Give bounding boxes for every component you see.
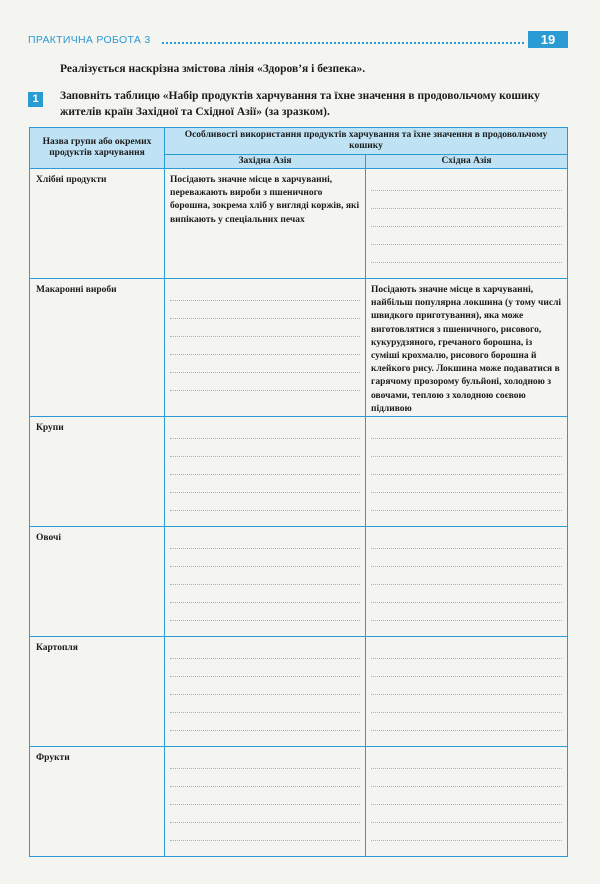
row-label: Крупи — [30, 417, 165, 527]
table-row — [30, 417, 568, 527]
cell-west-blank[interactable] — [165, 279, 366, 417]
cell-west-blank[interactable] — [165, 527, 366, 637]
table-row — [30, 747, 568, 857]
table-row — [30, 637, 568, 747]
header-features: Особливості використання продуктів харчування та їхне значення в продовольчому кошику — [165, 128, 568, 155]
table-row — [30, 169, 568, 279]
header-west-asia: Західна Азія — [165, 155, 366, 169]
row-label: Овочі — [30, 527, 165, 637]
row-label: Макаронні вироби — [30, 279, 165, 417]
header-east-asia: Східна Азія — [366, 155, 568, 169]
cell-east-filled — [366, 279, 568, 417]
cell-west-blank[interactable] — [165, 637, 366, 747]
header-group-column: Назва групи або окремих продуктів харчування — [30, 128, 165, 169]
row-label: Картопля — [30, 637, 165, 747]
row-label: Фрукти — [30, 747, 165, 857]
task-number-badge: 1 — [28, 92, 43, 107]
cell-text: Посідають значне місце в харчуванні, найбільш популярна локшина (у тому числі швидкого приготування), яка може виготовлятися з пшеничного, рисового, кукурудзяного, гречаного борошна, із суміші крохмалю, рисового борошна й клейкого рису. Локшина може подаватися в гарячому прозорому бульйоні, холодною з овочами, теплою з холодною соєвою підливою — [371, 285, 562, 414]
cell-west-blank[interactable] — [165, 747, 366, 857]
cell-east-blank[interactable] — [366, 527, 568, 637]
food-table — [29, 127, 568, 857]
cell-text: Посідають значне місце в харчуванні, переважають вироби з пшеничного борошна, зокрема хліб у вигляді коржів, які випікають у спеціальних печах — [170, 175, 360, 225]
page-header — [28, 30, 568, 50]
cell-east-blank[interactable] — [366, 637, 568, 747]
table-row — [30, 279, 568, 417]
intro-line: Реалізується наскрізна змістова лінія «Здоров’я і безпека». — [60, 63, 366, 75]
task-instruction: Заповніть таблицю «Набір продуктів харчування та їхне значення в продовольчому кошику жителів країн Західної та Східної Азії» (за зразком). — [60, 90, 540, 118]
cell-east-blank[interactable] — [366, 417, 568, 527]
cell-west-filled — [165, 169, 366, 279]
header-dotted-rule — [162, 42, 524, 44]
cell-west-blank[interactable] — [165, 417, 366, 527]
table-row — [30, 527, 568, 637]
row-label: Хлібні продукти — [30, 169, 165, 279]
cell-east-blank[interactable] — [366, 169, 568, 279]
cell-east-blank[interactable] — [366, 747, 568, 857]
page-number: 19 — [528, 31, 568, 48]
section-title: ПРАКТИЧНА РОБОТА 3 — [28, 34, 151, 46]
